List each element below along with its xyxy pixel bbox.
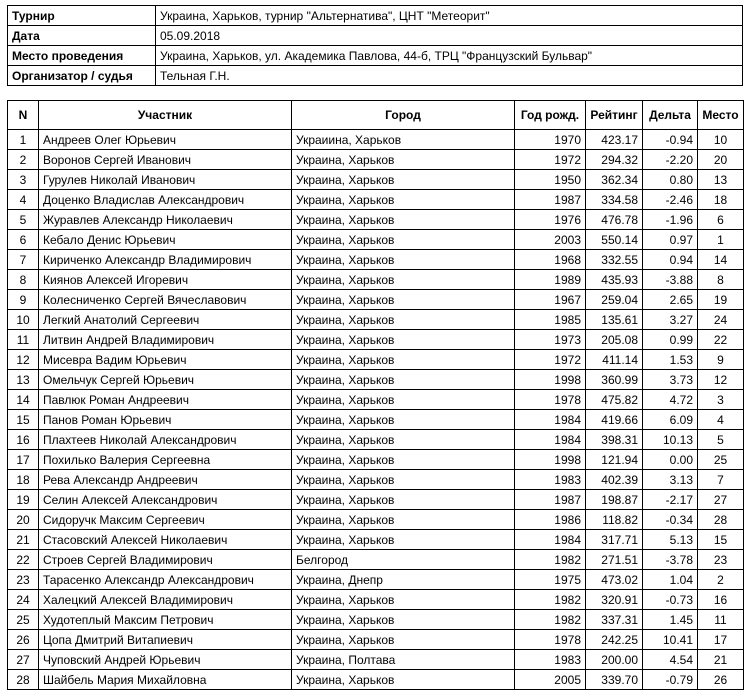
cell-rating: 294.32: [586, 150, 643, 170]
cell-participant: Кириченко Александр Владимирович: [39, 250, 292, 270]
cell-participant: Гурулев Николай Иванович: [39, 170, 292, 190]
cell-participant: Плахтеев Николай Александрович: [39, 430, 292, 450]
table-row: [8, 390, 744, 410]
cell-delta: -2.20: [643, 150, 698, 170]
cell-n: 3: [8, 170, 39, 190]
table-row: [8, 330, 744, 350]
cell-city: Украина, Харьков: [292, 410, 515, 430]
cell-delta: 3.73: [643, 370, 698, 390]
cell-participant: Доценко Владислав Александрович: [39, 190, 292, 210]
cell-n: 28: [8, 670, 39, 690]
table-row: [8, 490, 744, 510]
cell-place: 5: [698, 430, 744, 450]
cell-birth-year: 1970: [515, 130, 586, 150]
cell-n: 24: [8, 590, 39, 610]
cell-delta: 4.54: [643, 650, 698, 670]
cell-delta: -0.94: [643, 130, 698, 150]
cell-place: 14: [698, 250, 744, 270]
cell-rating: 271.51: [586, 550, 643, 570]
cell-rating: 398.31: [586, 430, 643, 450]
cell-delta: 6.09: [643, 410, 698, 430]
cell-rating: 242.25: [586, 630, 643, 650]
cell-n: 27: [8, 650, 39, 670]
results-table: [7, 100, 744, 690]
cell-delta: 0.94: [643, 250, 698, 270]
cell-delta: 1.45: [643, 610, 698, 630]
cell-rating: 339.70: [586, 670, 643, 690]
cell-delta: 4.72: [643, 390, 698, 410]
table-row: [8, 550, 744, 570]
cell-city: Украина, Харьков: [292, 210, 515, 230]
cell-delta: -2.46: [643, 190, 698, 210]
table-row: [8, 190, 744, 210]
cell-birth-year: 1978: [515, 390, 586, 410]
table-row: [8, 150, 744, 170]
cell-place: 1: [698, 230, 744, 250]
cell-city: Украина, Харьков: [292, 390, 515, 410]
cell-n: 23: [8, 570, 39, 590]
cell-birth-year: 1984: [515, 430, 586, 450]
cell-delta: 3.27: [643, 310, 698, 330]
cell-birth-year: 2005: [515, 670, 586, 690]
cell-rating: 198.87: [586, 490, 643, 510]
cell-rating: 320.91: [586, 590, 643, 610]
cell-delta: -2.17: [643, 490, 698, 510]
cell-city: Украина, Харьков: [292, 310, 515, 330]
cell-place: 21: [698, 650, 744, 670]
cell-city: Украина, Харьков: [292, 230, 515, 250]
cell-delta: -1.96: [643, 210, 698, 230]
cell-rating: 200.00: [586, 650, 643, 670]
cell-place: 13: [698, 170, 744, 190]
cell-delta: -0.34: [643, 510, 698, 530]
cell-place: 23: [698, 550, 744, 570]
cell-n: 10: [8, 310, 39, 330]
cell-birth-year: 1982: [515, 550, 586, 570]
cell-place: 20: [698, 150, 744, 170]
cell-rating: 360.99: [586, 370, 643, 390]
cell-place: 19: [698, 290, 744, 310]
cell-place: 27: [698, 490, 744, 510]
cell-place: 26: [698, 670, 744, 690]
cell-n: 11: [8, 330, 39, 350]
cell-participant: Литвин Андрей Владимирович: [39, 330, 292, 350]
cell-birth-year: 1950: [515, 170, 586, 190]
info-row: [8, 6, 743, 26]
table-row: [8, 510, 744, 530]
cell-city: Украина, Харьков: [292, 610, 515, 630]
col-header-n: N: [8, 101, 39, 130]
cell-n: 22: [8, 550, 39, 570]
cell-participant: Похилько Валерия Сергеевна: [39, 450, 292, 470]
cell-delta: 0.80: [643, 170, 698, 190]
cell-n: 20: [8, 510, 39, 530]
tournament-info-table: [7, 5, 743, 86]
cell-rating: 423.17: [586, 130, 643, 150]
cell-n: 7: [8, 250, 39, 270]
cell-participant: Селин Алексей Александрович: [39, 490, 292, 510]
cell-birth-year: 1989: [515, 270, 586, 290]
cell-n: 4: [8, 190, 39, 210]
cell-n: 5: [8, 210, 39, 230]
cell-delta: 10.13: [643, 430, 698, 450]
cell-place: 7: [698, 470, 744, 490]
cell-n: 26: [8, 630, 39, 650]
cell-city: Украина, Харьков: [292, 430, 515, 450]
cell-birth-year: 1982: [515, 610, 586, 630]
cell-rating: 135.61: [586, 310, 643, 330]
col-header-place: Место: [698, 101, 744, 130]
cell-rating: 473.02: [586, 570, 643, 590]
cell-city: Украина, Днепр: [292, 570, 515, 590]
cell-participant: Павлюк Роман Андреевич: [39, 390, 292, 410]
cell-rating: 362.34: [586, 170, 643, 190]
cell-participant: Халецкий Алексей Владимирович: [39, 590, 292, 610]
table-row: [8, 590, 744, 610]
cell-city: Украина, Харьков: [292, 630, 515, 650]
cell-place: 10: [698, 130, 744, 150]
cell-birth-year: 1984: [515, 530, 586, 550]
cell-participant: Мисевра Вадим Юрьевич: [39, 350, 292, 370]
cell-place: 24: [698, 310, 744, 330]
cell-n: 21: [8, 530, 39, 550]
table-row: [8, 410, 744, 430]
info-row: [8, 26, 743, 46]
col-header-rating: Рейтинг: [586, 101, 643, 130]
cell-n: 13: [8, 370, 39, 390]
cell-birth-year: 1998: [515, 370, 586, 390]
cell-participant: Худотеплый Максим Петрович: [39, 610, 292, 630]
col-header-participant: Участник: [39, 101, 292, 130]
cell-rating: 476.78: [586, 210, 643, 230]
col-header-delta: Дельта: [643, 101, 698, 130]
table-row: [8, 350, 744, 370]
cell-birth-year: 1968: [515, 250, 586, 270]
cell-rating: 550.14: [586, 230, 643, 250]
cell-city: Украина, Харьков: [292, 170, 515, 190]
cell-delta: -0.79: [643, 670, 698, 690]
info-row: [8, 46, 743, 66]
cell-participant: Сидоручк Максим Сергеевич: [39, 510, 292, 530]
cell-city: Белгород: [292, 550, 515, 570]
cell-rating: 411.14: [586, 350, 643, 370]
cell-participant: Омельчук Сергей Юрьевич: [39, 370, 292, 390]
cell-place: 17: [698, 630, 744, 650]
cell-rating: 118.82: [586, 510, 643, 530]
cell-delta: -0.73: [643, 590, 698, 610]
cell-delta: 5.13: [643, 530, 698, 550]
cell-n: 6: [8, 230, 39, 250]
table-row: [8, 130, 744, 150]
table-row: [8, 290, 744, 310]
cell-place: 11: [698, 610, 744, 630]
cell-birth-year: 1972: [515, 150, 586, 170]
cell-rating: 475.82: [586, 390, 643, 410]
tournament-info-body: [8, 6, 743, 86]
col-header-city: Город: [292, 101, 515, 130]
cell-city: Украина, Харьков: [292, 330, 515, 350]
cell-place: 16: [698, 590, 744, 610]
table-row: [8, 310, 744, 330]
cell-participant: Андреев Олег Юрьевич: [39, 130, 292, 150]
cell-rating: 121.94: [586, 450, 643, 470]
cell-place: 12: [698, 370, 744, 390]
cell-place: 18: [698, 190, 744, 210]
cell-birth-year: 1975: [515, 570, 586, 590]
cell-city: Украина, Харьков: [292, 510, 515, 530]
table-row: [8, 470, 744, 490]
cell-participant: Колесниченко Сергей Вячеславович: [39, 290, 292, 310]
table-row: [8, 450, 744, 470]
info-value: 05.09.2018: [156, 26, 743, 46]
cell-rating: 402.39: [586, 470, 643, 490]
cell-delta: -3.78: [643, 550, 698, 570]
table-row: [8, 370, 744, 390]
cell-birth-year: 1967: [515, 290, 586, 310]
table-row: [8, 230, 744, 250]
cell-city: Украина, Харьков: [292, 270, 515, 290]
cell-rating: 334.58: [586, 190, 643, 210]
cell-n: 12: [8, 350, 39, 370]
table-row: [8, 610, 744, 630]
cell-place: 8: [698, 270, 744, 290]
cell-participant: Воронов Сергей Иванович: [39, 150, 292, 170]
cell-birth-year: 1982: [515, 590, 586, 610]
cell-rating: 419.66: [586, 410, 643, 430]
cell-city: Украина, Харьков: [292, 530, 515, 550]
cell-rating: 332.55: [586, 250, 643, 270]
cell-participant: Тарасенко Александр Александрович: [39, 570, 292, 590]
cell-n: 18: [8, 470, 39, 490]
info-label: Дата: [8, 26, 156, 46]
cell-n: 8: [8, 270, 39, 290]
cell-participant: Цопа Дмитрий Витапиевич: [39, 630, 292, 650]
cell-rating: 317.71: [586, 530, 643, 550]
cell-delta: 2.65: [643, 290, 698, 310]
cell-rating: 337.31: [586, 610, 643, 630]
cell-n: 2: [8, 150, 39, 170]
cell-place: 15: [698, 530, 744, 550]
cell-participant: Шайбель Мария Михайловна: [39, 670, 292, 690]
cell-place: 4: [698, 410, 744, 430]
cell-participant: Журавлев Александр Николаевич: [39, 210, 292, 230]
cell-place: 28: [698, 510, 744, 530]
cell-birth-year: 1987: [515, 490, 586, 510]
cell-place: 25: [698, 450, 744, 470]
table-row: [8, 270, 744, 290]
cell-participant: Рева Александр Андреевич: [39, 470, 292, 490]
cell-participant: Киянов Алексей Игоревич: [39, 270, 292, 290]
cell-participant: Чуповский Андрей Юрьевич: [39, 650, 292, 670]
cell-place: 9: [698, 350, 744, 370]
cell-city: Украина, Харьков: [292, 450, 515, 470]
info-value: Украина, Харьков, турнир "Альтернатива", ЦНТ "Метеорит": [156, 6, 743, 26]
cell-n: 1: [8, 130, 39, 150]
cell-city: Украина, Харьков: [292, 670, 515, 690]
cell-city: Украина, Харьков: [292, 370, 515, 390]
cell-participant: Кебало Денис Юрьевич: [39, 230, 292, 250]
col-header-birth-year: Год рожд.: [515, 101, 586, 130]
cell-place: 2: [698, 570, 744, 590]
results-body: [8, 130, 744, 690]
cell-n: 15: [8, 410, 39, 430]
table-row: [8, 530, 744, 550]
table-row: [8, 170, 744, 190]
cell-delta: 1.53: [643, 350, 698, 370]
info-value: Украина, Харьков, ул. Академика Павлова, 44-б, ТРЦ "Французский Бульвар": [156, 46, 743, 66]
cell-birth-year: 1986: [515, 510, 586, 530]
cell-place: 6: [698, 210, 744, 230]
info-label: Турнир: [8, 6, 156, 26]
results-header-row: [8, 101, 744, 130]
cell-n: 19: [8, 490, 39, 510]
cell-n: 17: [8, 450, 39, 470]
cell-delta: 0.00: [643, 450, 698, 470]
table-row: [8, 250, 744, 270]
cell-n: 9: [8, 290, 39, 310]
cell-delta: 10.41: [643, 630, 698, 650]
cell-birth-year: 1976: [515, 210, 586, 230]
info-label: Организатор / судья: [8, 66, 156, 86]
cell-birth-year: 1983: [515, 650, 586, 670]
info-label: Место проведения: [8, 46, 156, 66]
cell-birth-year: 1998: [515, 450, 586, 470]
table-row: [8, 650, 744, 670]
cell-birth-year: 1978: [515, 630, 586, 650]
cell-city: Украина, Харьков: [292, 190, 515, 210]
table-row: [8, 630, 744, 650]
cell-delta: 3.13: [643, 470, 698, 490]
table-row: [8, 210, 744, 230]
cell-participant: Стасовский Алексей Николаевич: [39, 530, 292, 550]
cell-city: Украина, Харьков: [292, 590, 515, 610]
cell-city: Украина, Харьков: [292, 150, 515, 170]
cell-delta: 0.99: [643, 330, 698, 350]
cell-city: Украина, Харьков: [292, 250, 515, 270]
cell-place: 3: [698, 390, 744, 410]
cell-birth-year: 2003: [515, 230, 586, 250]
cell-n: 16: [8, 430, 39, 450]
info-row: [8, 66, 743, 86]
cell-city: Украина, Харьков: [292, 490, 515, 510]
cell-birth-year: 1972: [515, 350, 586, 370]
table-row: [8, 430, 744, 450]
cell-birth-year: 1987: [515, 190, 586, 210]
cell-city: Украина, Полтава: [292, 650, 515, 670]
cell-rating: 435.93: [586, 270, 643, 290]
cell-birth-year: 1973: [515, 330, 586, 350]
cell-place: 22: [698, 330, 744, 350]
cell-birth-year: 1983: [515, 470, 586, 490]
cell-delta: -3.88: [643, 270, 698, 290]
cell-delta: 1.04: [643, 570, 698, 590]
cell-city: Украина, Харьков: [292, 350, 515, 370]
cell-city: Украина, Харьков: [292, 290, 515, 310]
table-row: [8, 570, 744, 590]
cell-rating: 259.04: [586, 290, 643, 310]
cell-city: Украиина, Харьков: [292, 130, 515, 150]
cell-participant: Легкий Анатолий Сергеевич: [39, 310, 292, 330]
cell-participant: Панов Роман Юрьевич: [39, 410, 292, 430]
cell-n: 14: [8, 390, 39, 410]
cell-n: 25: [8, 610, 39, 630]
info-value: Тельная Г.Н.: [156, 66, 743, 86]
table-row: [8, 670, 744, 690]
cell-participant: Строев Сергей Владимирович: [39, 550, 292, 570]
cell-birth-year: 1985: [515, 310, 586, 330]
cell-rating: 205.08: [586, 330, 643, 350]
cell-birth-year: 1984: [515, 410, 586, 430]
cell-city: Украина, Харьков: [292, 470, 515, 490]
cell-delta: 0.97: [643, 230, 698, 250]
